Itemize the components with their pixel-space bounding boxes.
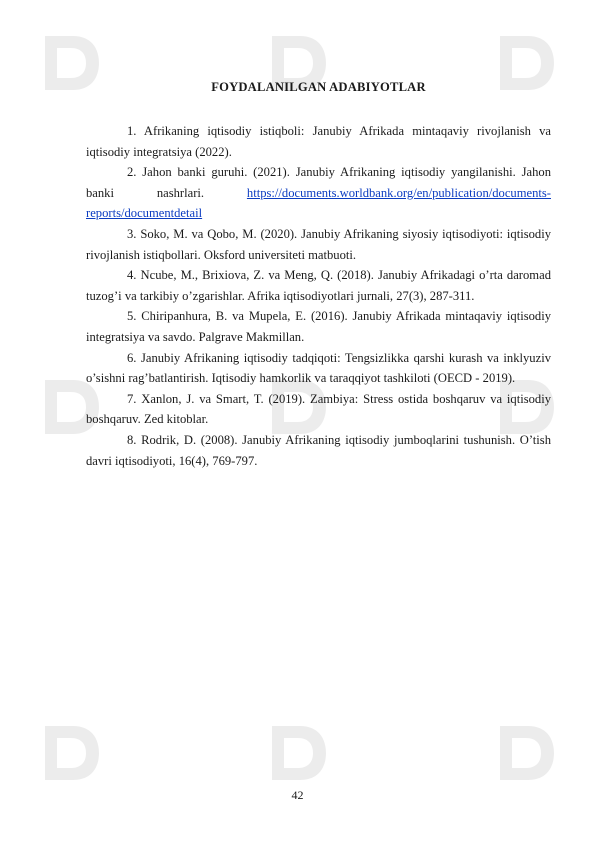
reference-text: 3. Soko, M. va Qobo, M. (2020). Janubiy Afrikaning siyosiy iqtisodiyoti: iqtisodiy rivojlanish istiqbollari. Oksford universiteti matbuoti. [86,226,551,262]
reference-text: 1. Afrikaning iqtisodiy istiqboli: Janubiy Afrikada mintaqaviy rivojlanish va iqtisodiy integratsiya (2022). [86,124,551,159]
reference-list [86,121,551,471]
d-logo-watermark-icon [490,718,560,788]
reference-text: 6. Janubiy Afrikaning iqtisodiy tadqiqoti: Tengsizlikka qarshi kurash va inklyuziv o’sishni rag’batlantirish. Iqtisodiy hamkorlik va taraqqiyot tashkiloti (OECD - 2019). [86,350,551,386]
reference-item-1 [86,121,551,162]
reference-text: 2. Jahon banki guruhi. (2021). Janubiy Afrikaning iqtisodiy yangilanishi. Jahon banki nashrlari. [86,165,551,200]
reference-item-8 [86,430,551,471]
page-title: FOYDALANILGAN ADABIYOTLAR [211,80,426,94]
reference-text: 5. Chiripanhura, B. va Mupela, E. (2016). Janubiy Afrikada mintaqaviy iqtisodiy integratsiya va savdo. Palgrave Makmillan. [86,309,551,344]
reference-item-3 [86,224,551,265]
page-number: 42 [291,788,304,802]
reference-item-6 [86,348,551,389]
reference-link[interactable]: https://documents.worldbank.org/en/publication/documents-reports/documentdetail [86,185,551,221]
d-logo-watermark-icon [262,718,332,788]
reference-item-5 [86,306,551,347]
d-logo-watermark-icon [35,718,105,788]
reference-item-2 [86,162,551,224]
reference-item-7 [86,389,551,430]
reference-text: 4. Ncube, M., Brixiova, Z. va Meng, Q. (2018). Janubiy Afrikadagi o’rta daromad tuzog’i va tarkibiy o’zgarishlar. Afrika iqtisodiyotlari jurnali, 27(3), 287-311. [86,268,551,303]
reference-text: 7. Xanlon, J. va Smart, T. (2019). Zambiya: Stress ostida boshqaruv va iqtisodiy boshqaruv. Zed kitoblar. [86,391,551,427]
reference-text: 8. Rodrik, D. (2008). Janubiy Afrikaning iqtisodiy jumboqlarini tushunish. O’tish davri iqtisodiyoti, 16(4), 769-797. [86,432,551,468]
reference-item-4 [86,265,551,306]
